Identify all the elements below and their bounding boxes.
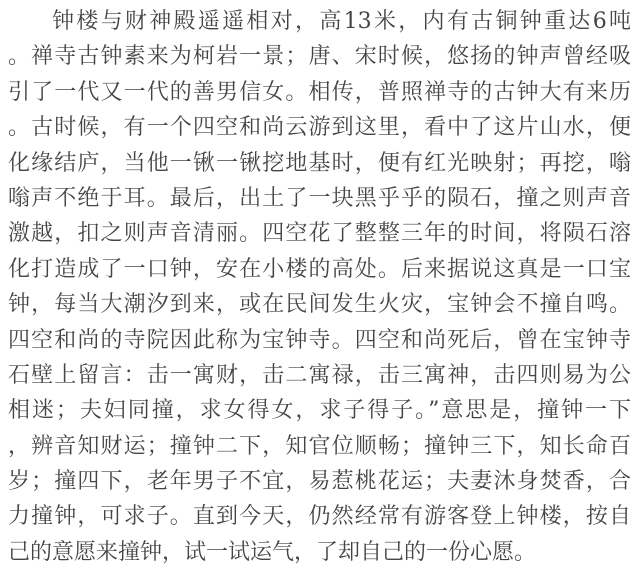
text-line: 。禅寺古钟素来为柯岩一景；唐、宋时候，悠扬的钟声曾经吸: [8, 44, 631, 70]
text-line: 。古时候，有一个四空和尚云游到这里，看中了这片山水，便: [8, 115, 631, 141]
text-line: ，辨音知财运；撞钟二下，知官位顺畅；撞钟三下，知长命百: [8, 433, 631, 459]
text-line: 激越，扣之则声音清丽。四空花了整整三年的时间，将陨石溶: [8, 221, 631, 247]
text-line: 岁；撞四下，老年男子不宜，易惹桃花运；夫妻沐身焚香，合: [8, 469, 631, 495]
text-line: 力撞钟，可求子。直到今天，仍然经常有游客登上钟楼，按自: [8, 504, 631, 530]
text-line: 嗡声不绝于耳。最后，出土了一块黑乎乎的陨石，撞之则声音: [8, 185, 631, 211]
text-line: 钟楼与财神殿遥遥相对，高13米，内有古铜钟重达6吨: [52, 9, 631, 34]
text-line: 己的意愿来撞钟，试一试运气，了却自己的一份心愿。: [8, 539, 537, 565]
text-line: 化打造成了一口钟，安在小楼的高处。后来据说这真是一口宝: [8, 256, 631, 282]
text-line: 钟，每当大潮汐到来，或在民间发生火灾，宝钟会不撞自鸣。: [8, 292, 631, 318]
text-line: 石壁上留言：击一寓财，击二寓禄，击三寓神，击四则易为公: [8, 362, 631, 388]
text-line: 相迷；夫妇同撞，求女得女，求子得子。”意思是，撞钟一下: [8, 398, 631, 424]
text-line: 化缘结庐，当他一锹一锹挖地基时，便有红光映射；再挖，嗡: [8, 150, 631, 176]
text-line: 引了一代又一代的善男信女。相传，普照禅寺的古钟大有来历: [8, 79, 631, 105]
text-line: 四空和尚的寺院因此称为宝钟寺。四空和尚死后，曾在宝钟寺: [8, 327, 631, 353]
